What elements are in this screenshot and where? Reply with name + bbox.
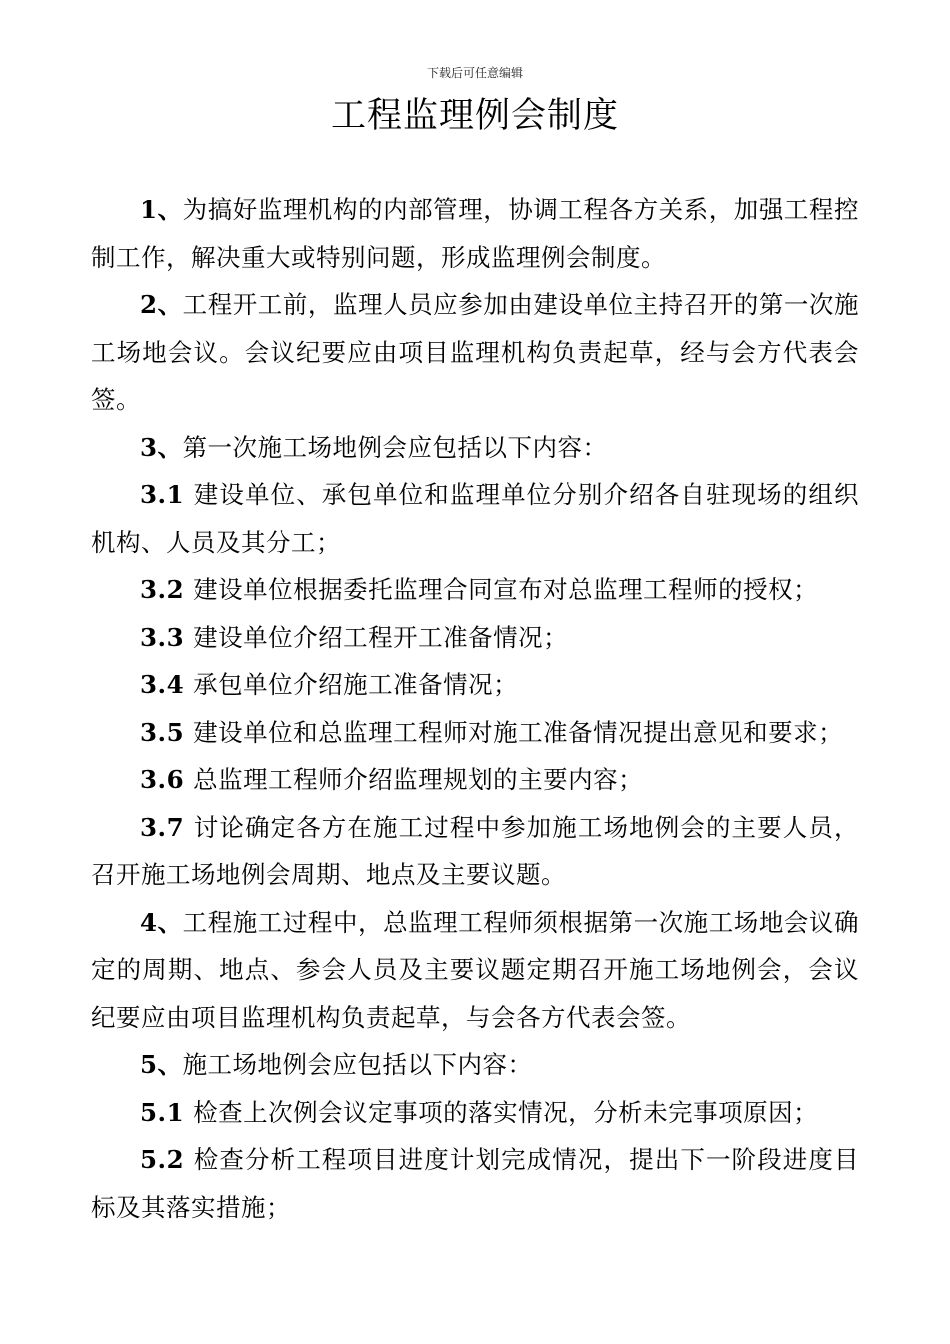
paragraph-number: 3、 [140, 432, 183, 462]
paragraph-text: 施工场地例会应包括以下内容： [182, 1050, 533, 1079]
paragraph-number: 5.2 [140, 1145, 194, 1174]
paragraph-number: 3.7 [140, 812, 194, 842]
paragraph-text: 工程施工过程中，总监理工程师须根据第一次施工场地会议确定的周期、地点、参会人员及主要议题定期召开施工场地例会，会议纪要应由项目监理机构负责起草，与会各方代表会签。 [91, 907, 859, 1032]
paragraph-5-1 [91, 1089, 859, 1137]
paragraph-4 [91, 899, 859, 1042]
paragraph-number: 5.1 [140, 1097, 194, 1127]
paragraph-text: 建设单位根据委托监理合同宣布对总监理工程师的授权； [193, 575, 819, 604]
document-title: 工程监理例会制度 [330, 96, 619, 136]
paragraph-number: 4、 [140, 907, 183, 937]
paragraph-text: 总监理工程师介绍监理规划的主要内容； [193, 765, 644, 794]
paragraph-5 [91, 1041, 859, 1089]
paragraph-3-7 [91, 804, 859, 899]
paragraph-number: 3.5 [140, 717, 194, 747]
paragraph-1 [91, 186, 859, 281]
paragraph-3-3 [91, 614, 859, 662]
paragraph-text: 检查上次例会议定事项的落实情况，分析未完事项原因； [193, 1097, 819, 1127]
paragraph-text: 建设单位、承包单位和监理单位分别介绍各自驻现场的组织机构、人员及其分工； [91, 480, 859, 557]
document-body [91, 186, 859, 1231]
paragraph-text: 建设单位介绍工程开工准备情况； [193, 622, 569, 652]
paragraph-text: 检查分析工程项目进度计划完成情况，提出下一阶段进度目标及其落实措施； [91, 1145, 859, 1222]
paragraph-3-6 [91, 756, 859, 804]
paragraph-number: 3.2 [140, 575, 194, 604]
paragraph-number: 2、 [140, 290, 183, 319]
paragraph-3-5 [91, 709, 859, 757]
paragraph-text: 建设单位和总监理工程师对施工准备情况提出意见和要求； [193, 717, 844, 747]
paragraph-2 [91, 281, 859, 424]
paragraph-3-1 [91, 471, 859, 566]
paragraph-number: 3.6 [140, 765, 194, 794]
paragraph-text: 承包单位介绍施工准备情况； [193, 670, 519, 699]
paragraph-text: 讨论确定各方在施工过程中参加施工场地例会的主要人员，召开施工场地例会周期、地点及主要议题。 [91, 812, 859, 889]
paragraph-text: 为搞好监理机构的内部管理，协调工程各方关系，加强工程控制工作，解决重大或特别问题，形成监理例会制度。 [91, 195, 859, 272]
paragraph-3-4 [91, 661, 859, 709]
paragraph-number: 3.1 [140, 480, 194, 509]
header-note: 下载后可任意编辑 [426, 66, 523, 80]
paragraph-3 [91, 424, 859, 472]
paragraph-number: 1、 [140, 195, 183, 224]
paragraph-3-2 [91, 566, 859, 614]
paragraph-5-2 [91, 1136, 859, 1231]
paragraph-number: 5、 [140, 1050, 183, 1079]
paragraph-text: 第一次施工场地例会应包括以下内容： [182, 432, 608, 462]
paragraph-text: 工程开工前，监理人员应参加由建设单位主持召开的第一次施工场地会议。会议纪要应由项目监理机构负责起草，经与会方代表会签。 [91, 290, 859, 414]
paragraph-number: 3.3 [140, 622, 194, 652]
paragraph-number: 3.4 [140, 670, 194, 699]
